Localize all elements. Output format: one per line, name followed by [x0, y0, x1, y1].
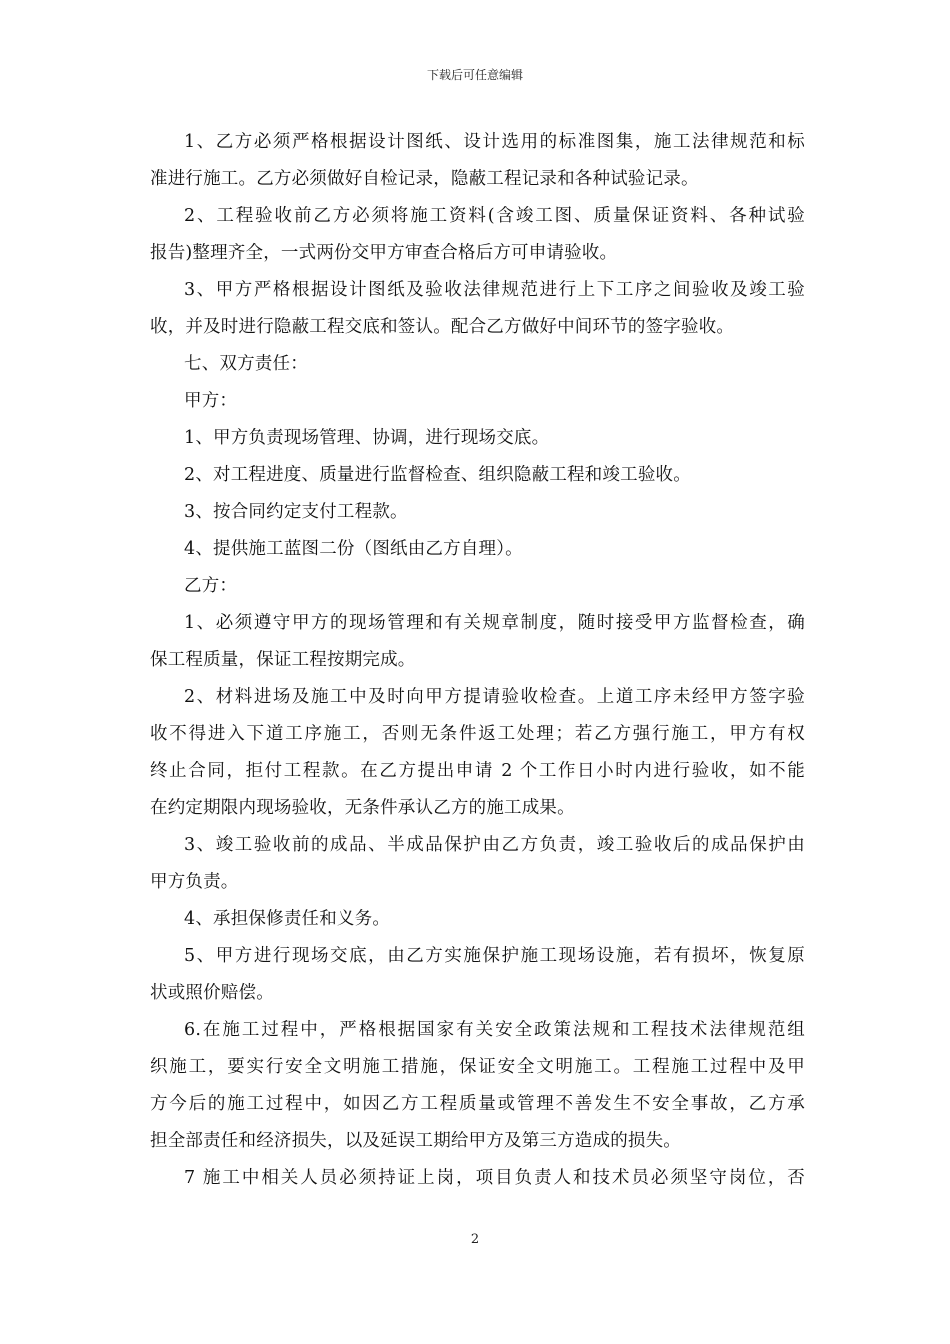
paragraph-line: 准进行施工。乙方必须做好自检记录，隐蔽工程记录和各种试验记录。	[150, 169, 699, 189]
paragraph-line: 1、必须遵守甲方的现场管理和有关规章制度，随时接受甲方监督检查，确	[184, 613, 805, 633]
paragraph-line: 在约定期限内现场验收，无条件承认乙方的施工成果。	[150, 798, 575, 818]
paragraph-line: 4、提供施工蓝图二份（图纸由乙方自理）。	[184, 539, 523, 559]
paragraph-line: 2、材料进场及施工中及时向甲方提请验收检查。上道工序未经甲方签字验	[184, 687, 805, 707]
paragraph-line: 织施工，要实行安全文明施工措施，保证安全文明施工。工程施工过程中及甲	[150, 1057, 805, 1077]
section-heading: 七、双方责任：	[184, 354, 308, 374]
paragraph-line: 2、对工程进度、质量进行监督检查、组织隐蔽工程和竣工验收。	[184, 465, 691, 485]
paragraph-line: 保工程质量，保证工程按期完成。	[150, 650, 416, 670]
paragraph-line: 报告)整理齐全，一式两份交甲方审查合格后方可申请验收。	[150, 243, 618, 263]
document-body	[150, 124, 805, 1197]
paragraph-line: 7 施工中相关人员必须持证上岗，项目负责人和技术员必须坚守岗位，否	[184, 1168, 805, 1188]
paragraph-line: 担全部责任和经济损失，以及延误工期给甲方及第三方造成的损失。	[150, 1131, 681, 1151]
paragraph-line: 4、承担保修责任和义务。	[184, 909, 391, 929]
paragraph-line: 6.在施工过程中，严格根据国家有关安全政策法规和工程技术法律规范组	[184, 1020, 805, 1040]
paragraph-line: 5、甲方进行现场交底，由乙方实施保护施工现场设施，若有损坏，恢复原	[184, 946, 805, 966]
page-number: 2	[470, 1232, 480, 1247]
paragraph-line: 2、工程验收前乙方必须将施工资料(含竣工图、质量保证资料、各种试验	[184, 206, 805, 226]
paragraph-line: 1、甲方负责现场管理、协调，进行现场交底。	[184, 428, 550, 448]
paragraph-line: 3、甲方严格根据设计图纸及验收法律规范进行上下工序之间验收及竣工验	[184, 280, 805, 300]
paragraph-line: 收，并及时进行隐蔽工程交底和签认。配合乙方做好中间环节的签字验收。	[150, 317, 735, 337]
party-heading: 乙方：	[184, 576, 238, 596]
paragraph-line: 3、竣工验收前的成品、半成品保护由乙方负责，竣工验收后的成品保护由	[184, 835, 805, 855]
paragraph-line: 状或照价赔偿。	[150, 983, 274, 1003]
paragraph-line: 甲方负责。	[150, 872, 239, 892]
paragraph-line: 1、乙方必须严格根据设计图纸、设计选用的标准图集，施工法律规范和标	[184, 132, 805, 152]
paragraph-line: 3、按合同约定支付工程款。	[184, 502, 408, 522]
paragraph-line: 收不得进入下道工序施工，否则无条件返工处理；若乙方强行施工，甲方有权	[150, 724, 805, 744]
page-header: 下载后可任意编辑	[426, 68, 523, 82]
paragraph-line: 终止合同，拒付工程款。在乙方提出申请 2 个工作日小时内进行验收，如不能	[150, 761, 805, 781]
party-heading: 甲方：	[184, 391, 238, 411]
paragraph-line: 方今后的施工过程中，如因乙方工程质量或管理不善发生不安全事故，乙方承	[150, 1094, 805, 1114]
